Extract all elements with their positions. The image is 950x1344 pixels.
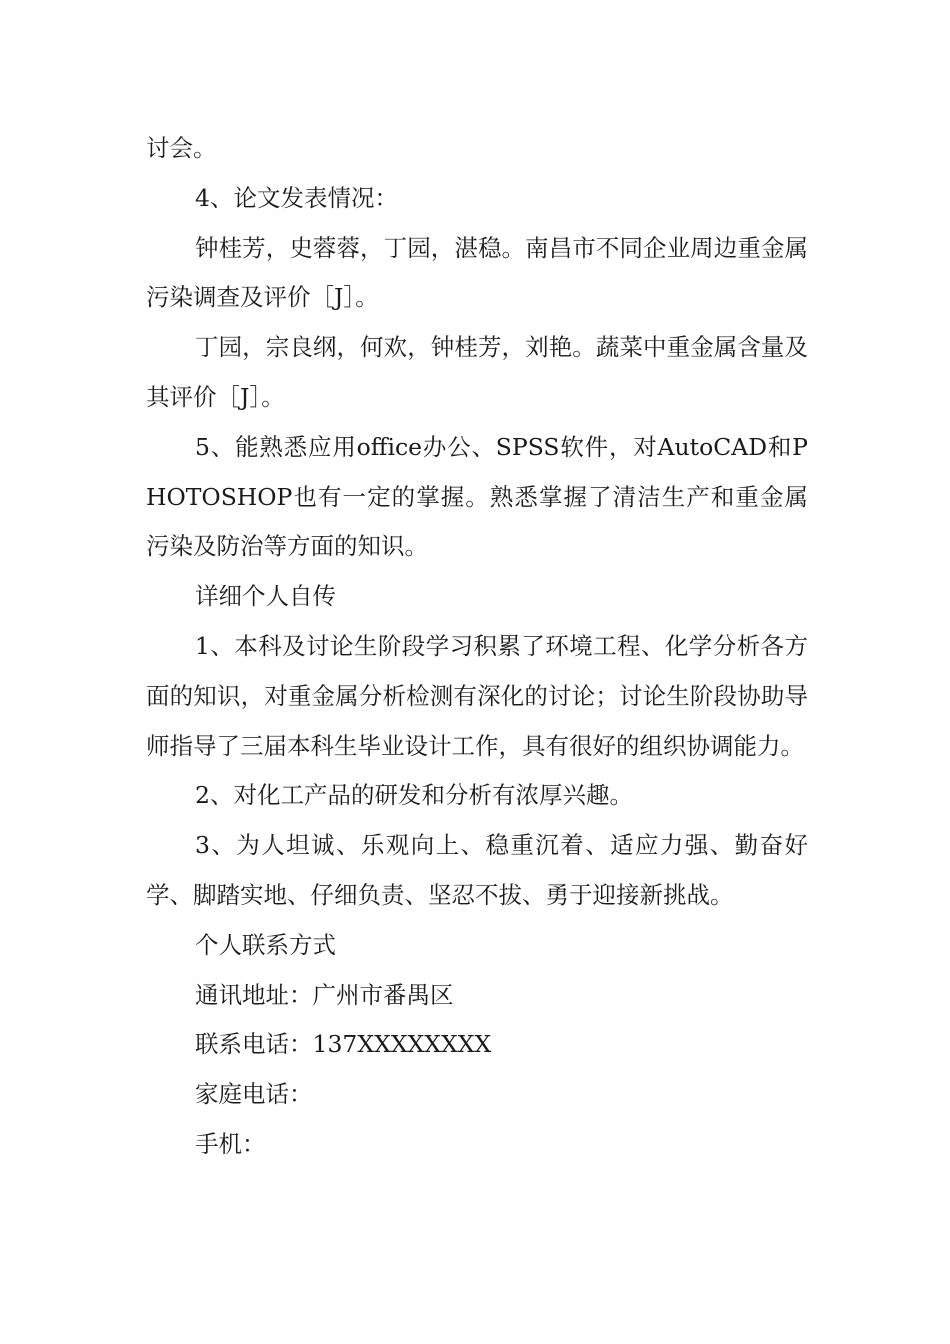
paragraph-publications-heading: 4、论文发表情况： — [195, 183, 398, 212]
contact-phone: 联系电话：137XXXXXXXX — [195, 1030, 492, 1059]
contact-mobile: 手机： — [195, 1129, 266, 1158]
paragraph-publication-1: 钟桂芳，史蓉蓉，丁园，湛稳。南昌市不同企业周边重金属污染调查及评价［J］。 — [146, 233, 808, 312]
paragraph-continuation: 讨会。 — [146, 134, 217, 162]
paragraph-autobiography-3: 3、为人坦诚、乐观向上、稳重沉着、适应力强、勤奋好学、脚踏实地、仔细负责、坚忍不拔、勇于迎接新挑战。 — [146, 831, 808, 909]
paragraph-software-skills: 5、能熟悉应用office办公、SPSS软件，对AutoCAD和PHOTOSHOP也有一定的掌握。熟悉掌握了清洁生产和重金属污染及防治等方面的知识。 — [146, 432, 808, 561]
paragraph-autobiography-2: 2、对化工产品的研发和分析有浓厚兴趣。 — [195, 781, 633, 810]
section-heading-autobiography: 详细个人自传 — [195, 582, 336, 611]
paragraph-autobiography-1: 1、本科及讨论生阶段学习积累了环境工程、化学分析各方面的知识，对重金属分析检测有深化的讨论；讨论生阶段协助导师指导了三届本科生毕业设计工作，具有很好的组织协调能力。 — [146, 631, 808, 760]
contact-address: 通讯地址：广州市番禺区 — [195, 980, 454, 1009]
document-body — [146, 124, 808, 1170]
contact-home-phone: 家庭电话： — [195, 1080, 313, 1109]
section-heading-contact: 个人联系方式 — [195, 930, 336, 959]
paragraph-publication-2: 丁园，宗良纲，何欢，钟桂芳，刘艳。蔬菜中重金属含量及其评价［J］。 — [146, 333, 808, 411]
